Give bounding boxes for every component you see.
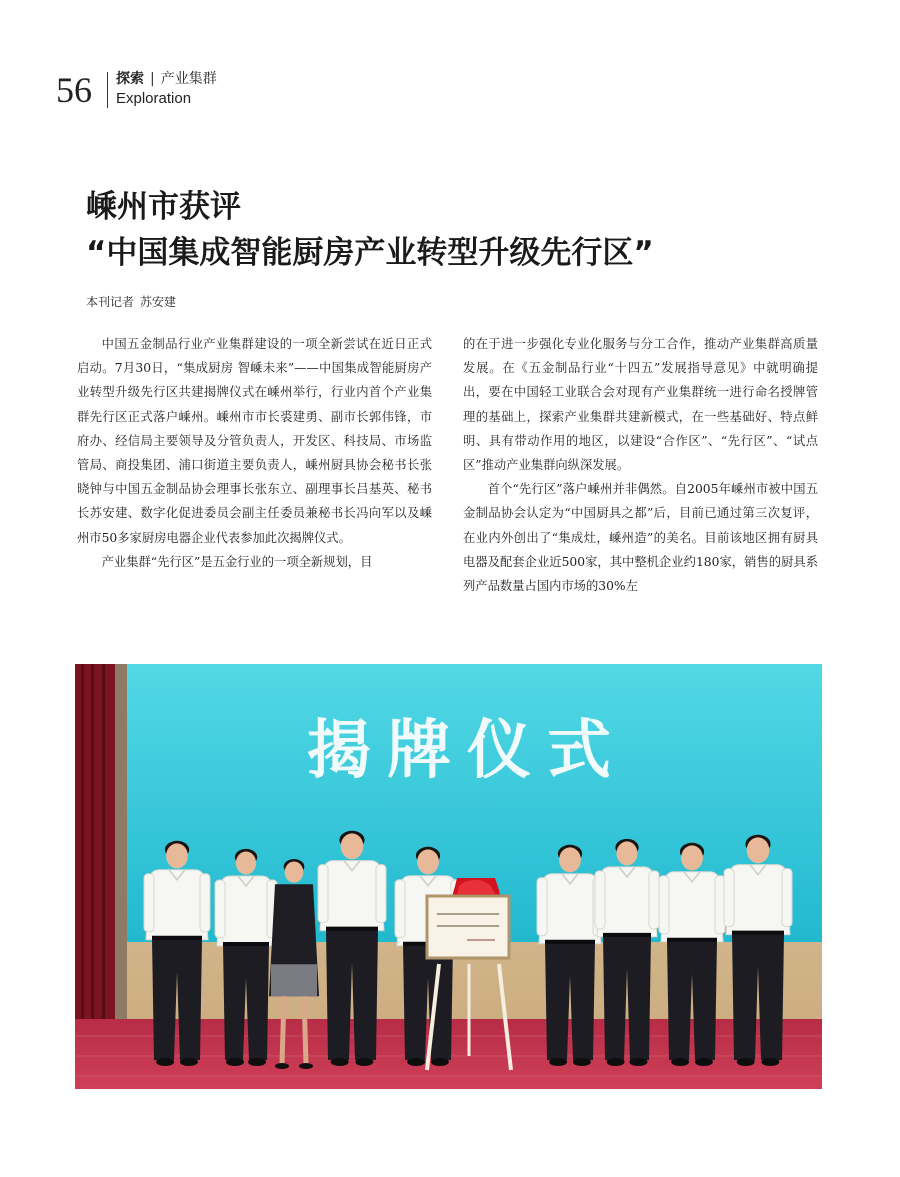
- title-line-2: “中国集成智能厨房产业转型升级先行区”: [86, 235, 654, 271]
- plaque: [427, 896, 509, 958]
- byline-label: 本刊记者: [86, 295, 135, 309]
- section-name: 探索: [116, 71, 144, 87]
- paragraph: 产业集群“先行区”是五金行业的一项全新规划，目: [101, 554, 373, 569]
- paragraph-continued: 的在于进一步强化专业化服务与分工合作，推动产业集群高质量发展。在《五金制品行业“十四五”发展指导意见》中就明确提出，要在中国轻工业联合会对现有产业集群统一进行命名授牌管理的基础上，探索产业集群共建新模式，在一些基础好、特点鲜明、具有带动作用的地区，以建设“合作区”、“先行区”、“试点区”推动产业集群向纵深发展。: [463, 337, 818, 473]
- paragraph: 首个“先行区”落户嵊州并非偶然。自2005年嵊州市被中国五金制品协会认定为“中国厨具之都”后，目前已通过第三次复评，在业内外创出了“集成灶，嵊州造”的美名。目前该地区拥有厨具电器及配套企业近500家，其中整机企业约180家，销售的厨具系列产品数量占国内市场的30%左: [463, 482, 818, 594]
- curtain: [75, 664, 115, 1024]
- curtain-pillar: [115, 664, 127, 1024]
- body-column-left: [77, 332, 432, 574]
- ceremony-illustration: [75, 664, 822, 1089]
- header-divider: [107, 72, 108, 108]
- byline-author: 苏安建: [140, 295, 177, 309]
- page-number: 56: [56, 70, 92, 110]
- ceremony-photo: [75, 664, 822, 1089]
- body-column-right: [463, 332, 818, 598]
- section-heading: [116, 70, 217, 88]
- section-separator: |: [150, 71, 155, 87]
- paragraph: 中国五金制品行业产业集群建设的一项全新尝试在近日正式启动。7月30日，“集成厨房 智嵊未来”——中国集成智能厨房产业转型升级先行区共建揭牌仪式在嵊州举行，行业内首个产业集群先行区正式落户嵊州。嵊州市市长裘建勇、副市长郭伟锋，市府办、经信局主要领导及分管负责人，开发区、科技局、市场监管局、商投集团、浦口街道主要负责人，嵊州厨具协会秘书长张晓钟与中国五金制品协会理事长张东立、副理事长吕基英、秘书长苏安建、数字化促进委员会副主任委员兼秘书长冯向军以及嵊州市50多家厨房电器企业代表参加此次揭牌仪式。: [77, 337, 432, 545]
- section-english: Exploration: [116, 90, 192, 107]
- title-line-1: 嵊州市获评: [86, 189, 241, 225]
- byline: [86, 294, 176, 310]
- subsection-name: 产业集群: [160, 71, 217, 87]
- article-title: [86, 184, 654, 276]
- screen-text: 揭牌仪式: [307, 714, 627, 788]
